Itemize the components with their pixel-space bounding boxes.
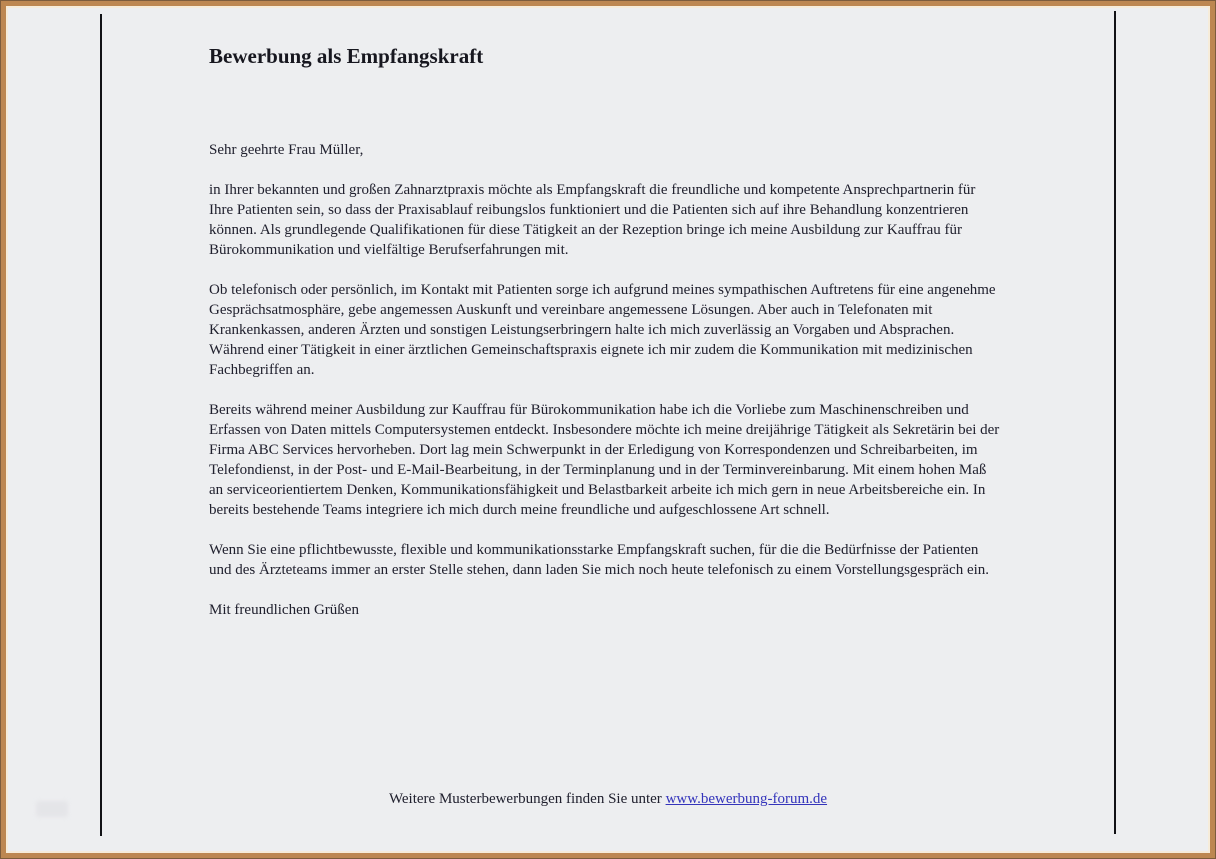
letter-title: Bewerbung als Empfangskraft xyxy=(209,44,484,68)
paragraph-4: Wenn Sie eine pflichtbewusste, flexible und kommunikationsstarke Empfangskraft suchen, für die die Bedürfnisse der Patienten und des Ärzteteams immer an erster Stelle stehen, dann laden Sie mich noch heute telefonisch zu einem Vorstellungsgespräch ein. xyxy=(209,542,990,578)
footer-link[interactable]: www.bewerbung-forum.de xyxy=(665,791,828,807)
letter-body xyxy=(209,43,1003,620)
paragraph-3: Bereits während meiner Ausbildung zur Kauffrau für Bürokommunikation habe ich die Vorliebe zum Maschinenschreiben und Erfassen von Daten mittels Computersystemen entdeckt. Insbesondere möchte ich meine dreijährige Tätigkeit als Sekretärin bei der Firma ABC Services hervorheben. Dort lag mein Schwerpunkt in der Erledigung von Korrespondenzen und Schreibarbeiten, im Telefondienst, in der Post- und E-Mail-Bearbeitung, in der Terminplanung und in der Terminvereinbarung. Mit einem hohen Maß an serviceorientiertem Denken, Kommunikationsfähigkeit und Belastbarkeit arbeite ich mich gern in neue Arbeitsbereiche ein. In bereits bestehende Teams integriere ich mich durch meine freundliche und aufgeschlossene Art schnell. xyxy=(209,402,1000,518)
right-vertical-rule xyxy=(1114,11,1116,834)
footer-text: Weitere Musterbewerbungen finden Sie unter xyxy=(388,791,666,807)
paragraph-1: in Ihrer bekannten und großen Zahnarztpraxis möchte als Empfangskraft die freundliche und kompetente Ansprechpartnerin für Ihre Patienten sein, so dass der Praxisablauf reibungslos funktioniert und die Patienten sich auf ihre Behandlung konzentrieren können. Als grundlegende Qualifikationen für diese Tätigkeit an der Rezeption bringe ich meine Ausbildung zur Kauffrau für Bürokommunikation und vielfältige Berufserfahrungen mit. xyxy=(209,182,976,258)
closing-salutation: Mit freundlichen Grüßen xyxy=(209,602,359,618)
paragraph-2: Ob telefonisch oder persönlich, im Kontakt mit Patienten sorge ich aufgrund meines sympathischen Auftretens für eine angenehme Gesprächsatmosphäre, gebe angemessen Auskunft und vereinbare angemessene Lösungen. Aber auch in Telefonaten mit Krankenkassen, anderen Ärzten und sonstigen Leistungserbringern halte ich mich zuverlässig an Vorgaben und Absprachen. Während einer Tätigkeit in einer ärztlichen Gemeinschaftspraxis eignete ich mir zudem die Kommunikation mit medizinischen Fachbegriffen an. xyxy=(209,282,996,378)
salutation: Sehr geehrte Frau Müller, xyxy=(209,142,364,158)
left-vertical-rule xyxy=(100,14,102,836)
footer-note xyxy=(1,789,1215,809)
